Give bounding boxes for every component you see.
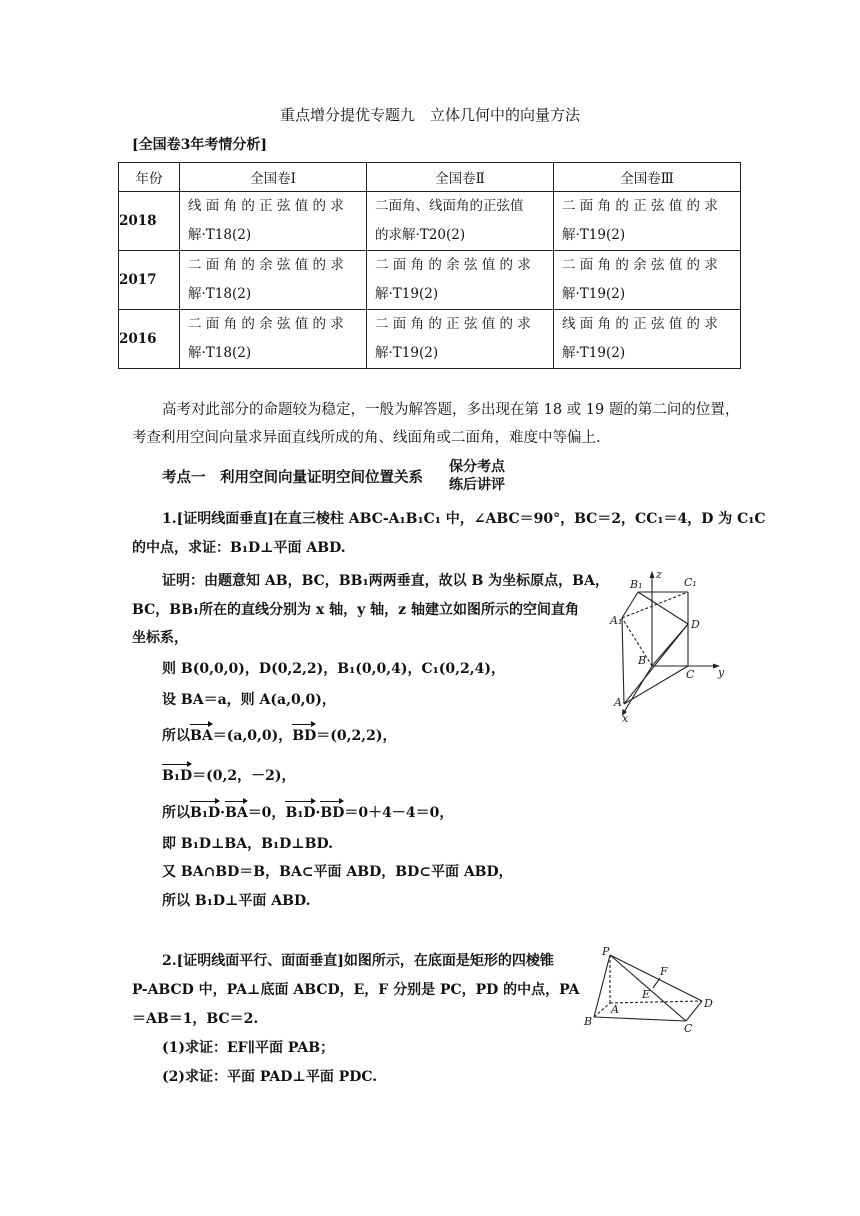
label-a1: A₁ bbox=[610, 614, 623, 627]
table-row bbox=[119, 251, 741, 310]
vector-b1d: B₁D bbox=[285, 805, 316, 821]
cell-line: 二 面 角 的 余 弦 值 的 求 bbox=[188, 257, 344, 273]
label-y: y bbox=[718, 666, 725, 679]
section-tag-line: 保分考点 bbox=[449, 459, 505, 475]
step-text: ＝(0,2,2)， bbox=[316, 728, 397, 744]
label-c: C bbox=[684, 1022, 693, 1035]
step-text: ＝0＋4－4＝0， bbox=[344, 805, 454, 821]
table-cell bbox=[367, 251, 554, 310]
vector-ba: BA bbox=[224, 805, 248, 821]
cell-line: 解·T18(2) bbox=[188, 286, 252, 302]
proof-line bbox=[162, 570, 609, 590]
label-a: A bbox=[614, 696, 622, 709]
proof-line: BC，BB₁所在的直线分别为 x 轴，y 轴，z 轴建立如图所示的空间直角 bbox=[132, 602, 579, 618]
label-x: x bbox=[622, 712, 629, 722]
table-cell bbox=[180, 192, 367, 251]
step-text: ＝(0,2，－2)， bbox=[192, 768, 296, 784]
proof-label: 证明： bbox=[162, 573, 204, 589]
table-cell bbox=[367, 192, 554, 251]
cell-line: 线 面 角 的 正 弦 值 的 求 bbox=[188, 198, 344, 214]
header-paper2: 全国卷Ⅱ bbox=[367, 163, 554, 192]
cell-line: 解·T18(2) bbox=[188, 227, 252, 243]
problem2-number: 2. bbox=[162, 953, 177, 969]
cell-line: 二 面 角 的 余 弦 值 的 求 bbox=[562, 257, 718, 273]
table-cell bbox=[554, 251, 741, 310]
table-header-row bbox=[119, 163, 741, 192]
cell-line: 解·T19(2) bbox=[562, 345, 626, 361]
cell-line: 二 面 角 的 正 弦 值 的 求 bbox=[562, 198, 718, 214]
cell-line: 二 面 角 的 余 弦 值 的 求 bbox=[188, 316, 344, 332]
step-text: ＝(a,0,0)， bbox=[212, 728, 293, 744]
proof-line: 坐标系， bbox=[132, 630, 188, 646]
pyramid-figure bbox=[580, 945, 720, 1035]
problem1-text: 在直三棱柱 ABC-A₁B₁C₁ 中，∠ABC＝90°，BC＝2，CC₁＝4，D 为 C₁C bbox=[273, 511, 766, 527]
problem2-tag: [证明线面平行、面面垂直] bbox=[176, 953, 344, 969]
problem2-statement bbox=[162, 950, 554, 970]
row-year: 2016 bbox=[119, 310, 180, 369]
analysis-heading: [全国卷3年考情分析] bbox=[132, 137, 267, 153]
problem2-text: 如图所示，在底面是矩形的四棱锥 bbox=[343, 953, 554, 969]
table-cell bbox=[180, 251, 367, 310]
label-p: P bbox=[602, 945, 610, 958]
dot-operator: · bbox=[220, 805, 225, 821]
cell-line: 二 面 角 的 余 弦 值 的 求 bbox=[375, 257, 531, 273]
section-tag bbox=[449, 458, 505, 494]
table-cell bbox=[180, 310, 367, 369]
label-b: B bbox=[584, 1015, 593, 1028]
problem2-text-line2: P-ABCD 中，PA⊥底面 ABCD，E，F 分别是 PC，PD 的中点，PA bbox=[132, 982, 580, 998]
table-row bbox=[119, 192, 741, 251]
cell-line: 二面角、线面角的正弦值 bbox=[375, 198, 524, 214]
problem1-number: 1. bbox=[162, 511, 177, 527]
label-c: C bbox=[686, 668, 695, 681]
prism-figure bbox=[600, 566, 730, 722]
step-line bbox=[162, 765, 295, 785]
cell-line: 线 面 角 的 正 弦 值 的 求 bbox=[562, 316, 718, 332]
cell-line: 二 面 角 的 正 弦 值 的 求 bbox=[375, 316, 531, 332]
cell-line: 解·T19(2) bbox=[562, 227, 626, 243]
label-e: E bbox=[642, 988, 651, 1001]
step-text: 所以 bbox=[162, 805, 190, 821]
label-c1: C₁ bbox=[684, 576, 697, 589]
vector-b1d: B₁D bbox=[190, 805, 221, 821]
label-b: B bbox=[638, 654, 647, 667]
header-paper1: 全国卷Ⅰ bbox=[180, 163, 367, 192]
cell-line: 解·T19(2) bbox=[562, 286, 626, 302]
exam-analysis-table bbox=[118, 162, 741, 369]
label-d: D bbox=[704, 997, 713, 1010]
vector-bd: BD bbox=[292, 728, 317, 744]
x-axis bbox=[624, 666, 652, 712]
step-line: 即 B₁D⊥BA，B₁D⊥BD. bbox=[162, 836, 334, 852]
label-f: F bbox=[660, 965, 668, 978]
step-line bbox=[162, 725, 396, 745]
table-row bbox=[119, 310, 741, 369]
problem2-text-line3: ＝AB＝1，BC＝2. bbox=[132, 1011, 259, 1027]
cell-line: 的求解·T20(2) bbox=[375, 227, 466, 243]
header-year: 年份 bbox=[119, 163, 180, 192]
table-cell bbox=[554, 192, 741, 251]
row-year: 2018 bbox=[119, 192, 180, 251]
page-title: 重点增分提优专题九 立体几何中的向量方法 bbox=[279, 106, 580, 124]
problem1-text-line2: 的中点，求证：B₁D⊥平面 ABD. bbox=[132, 540, 346, 556]
vector-bd: BD bbox=[320, 805, 345, 821]
label-d: D bbox=[691, 618, 700, 631]
vector-b1d: B₁D bbox=[162, 768, 193, 784]
dot-operator: · bbox=[315, 805, 321, 821]
section-tag-line: 练后讲评 bbox=[449, 477, 505, 493]
cell-line: 解·T18(2) bbox=[188, 345, 252, 361]
table-cell bbox=[367, 310, 554, 369]
problem2-question1: (1)求证：EF∥平面 PAB； bbox=[162, 1040, 335, 1056]
cell-line: 解·T19(2) bbox=[375, 286, 439, 302]
section-heading: 考点一 利用空间向量证明空间位置关系 bbox=[162, 469, 423, 486]
table-cell bbox=[554, 310, 741, 369]
problem1-statement bbox=[162, 508, 766, 528]
label-a: A bbox=[611, 1003, 619, 1016]
header-paper3: 全国卷Ⅲ bbox=[554, 163, 741, 192]
row-year: 2017 bbox=[119, 251, 180, 310]
step-line bbox=[162, 802, 453, 822]
intro-paragraph: 高考对此部分的命题较为稳定，一般为解答题，多出现在第 18 或 19 题的第二问的位置，考查利用空间向量求异面直线所成的角、线面角或二面角，难度中等偏上. bbox=[132, 402, 740, 446]
step-text: ＝0， bbox=[247, 805, 286, 821]
vector-ba: BA bbox=[190, 728, 213, 744]
step-line: 则 B(0,0,0)，D(0,2,2)，B₁(0,0,4)，C₁(0,2,4)， bbox=[162, 661, 505, 677]
proof-text: 由题意知 AB，BC，BB₁两两垂直，故以 B 为坐标原点，BA， bbox=[204, 573, 609, 589]
problem1-tag: [证明线面垂直] bbox=[176, 511, 274, 527]
step-line: 设 BA＝a，则 A(a,0,0)， bbox=[162, 692, 336, 708]
problem2-question2: (2)求证：平面 PAD⊥平面 PDC. bbox=[162, 1069, 378, 1085]
label-b1: B₁ bbox=[630, 578, 643, 591]
step-line: 所以 B₁D⊥平面 ABD. bbox=[162, 893, 311, 909]
step-text: 所以 bbox=[162, 728, 190, 744]
cell-line: 解·T19(2) bbox=[375, 345, 439, 361]
label-z: z bbox=[656, 568, 662, 581]
step-line: 又 BA∩BD＝B，BA⊂平面 ABD，BD⊂平面 ABD， bbox=[162, 864, 513, 880]
